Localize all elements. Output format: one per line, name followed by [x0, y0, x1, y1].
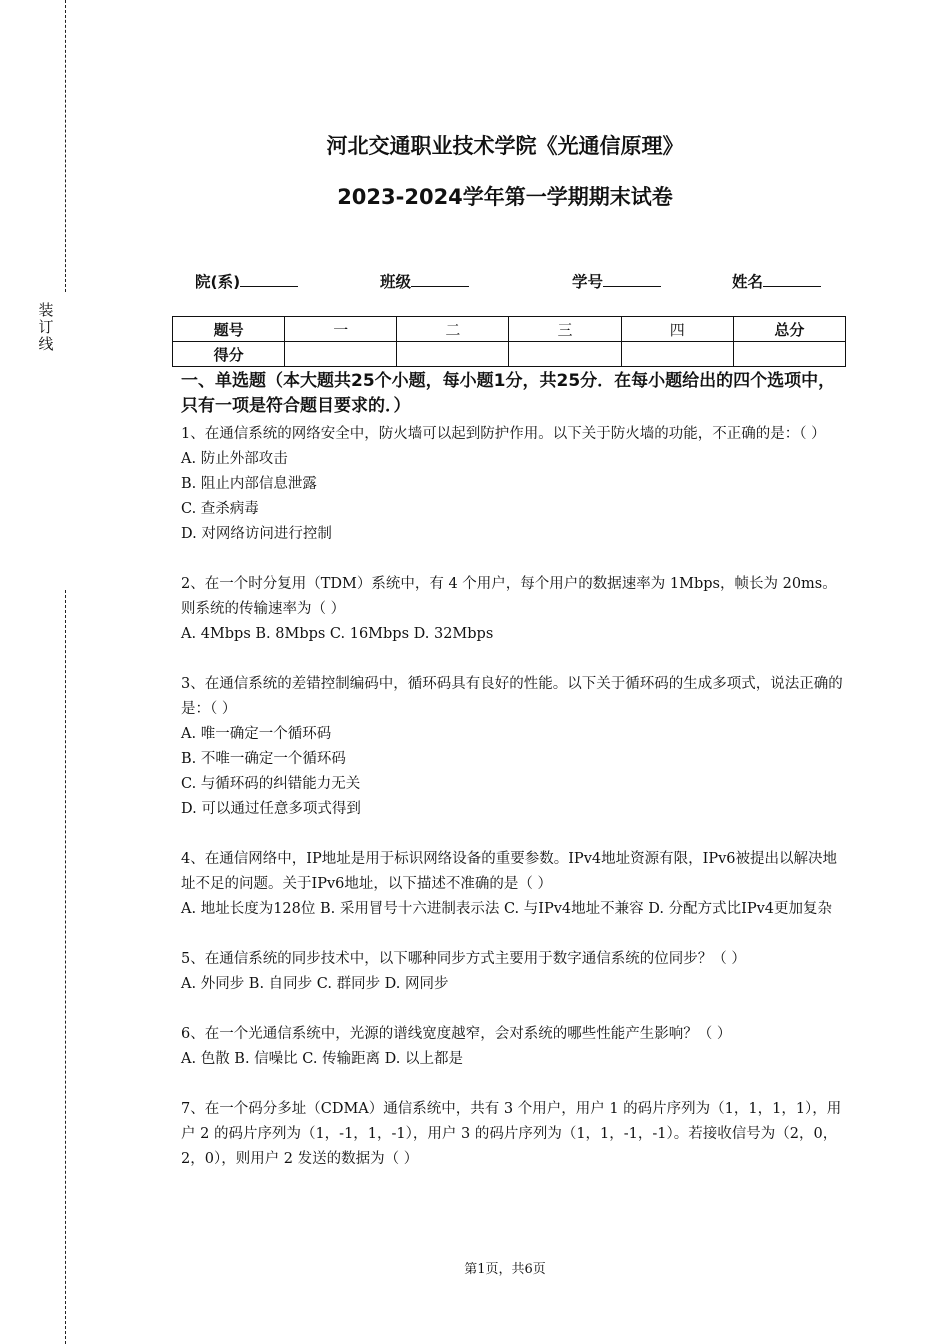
score-cell-header: 二	[397, 317, 509, 342]
question-1	[181, 422, 851, 547]
question-option: D. 对网络访问进行控制	[181, 526, 332, 542]
score-cell-header: 题号	[173, 317, 285, 342]
dept-label: 院(系)	[195, 273, 241, 291]
dept-blank[interactable]	[240, 272, 298, 287]
question-option: A. 4Mbps B. 8Mbps C. 16Mbps D. 32Mbps	[181, 626, 494, 642]
question-stem: 3、在通信系统的差错控制编码中，循环码具有良好的性能。以下关于循环码的生成多项式，说法正确的是：（ ）	[181, 676, 843, 717]
name-blank[interactable]	[763, 272, 821, 287]
question-option: A. 地址长度为128位 B. 采用冒号十六进制表示法 C. 与IPv4地址不兼容 D. 分配方式比IPv4更加复杂	[181, 901, 832, 917]
question-stem: 6、在一个光通信系统中，光源的谱线宽度越窄，会对系统的哪些性能产生影响？（ ）	[181, 1026, 732, 1042]
name-label: 姓名	[732, 273, 764, 291]
class-blank[interactable]	[411, 272, 469, 287]
score-row-label: 得分	[173, 342, 285, 367]
question-stem: 7、在一个码分多址（CDMA）通信系统中，共有 3 个用户，用户 1 的码片序列为（1，1，1，1），用户 2 的码片序列为（1，-1，1，-1），用户 3 的码片序列为（1，1，-1，-1）。若接收信号为（2，0，2，0），则用户 2 发送的数据为（ ）	[181, 1101, 842, 1167]
score-cell-header: 四	[621, 317, 733, 342]
question-option: C. 查杀病毒	[181, 501, 259, 517]
score-cell-empty[interactable]	[621, 342, 733, 367]
page-footer: 第1页，共6页	[464, 1262, 546, 1277]
section-heading: 一、单选题（本大题共25个小题，每小题1分，共25分．在每小题给出的四个选项中，只有一项是符合题目要求的．）	[181, 371, 836, 416]
question-stem: 4、在通信网络中，IP地址是用于标识网络设备的重要参数。IPv4地址资源有限，IPv6被提出以解决地址不足的问题。关于IPv6地址，以下描述不准确的是（ ）	[181, 851, 838, 892]
question-option: D. 可以通过任意多项式得到	[181, 801, 361, 817]
score-cell-empty[interactable]	[509, 342, 621, 367]
binding-label	[36, 302, 56, 353]
question-option: C. 与循环码的纠错能力无关	[181, 776, 361, 792]
score-table	[172, 316, 846, 367]
score-table-score-row	[173, 342, 846, 367]
question-2	[181, 572, 851, 647]
binding-dashed-line-bottom	[65, 590, 66, 1344]
binding-char: 装	[38, 301, 54, 319]
question-option: A. 防止外部攻击	[181, 451, 288, 467]
class-label: 班级	[380, 273, 412, 291]
question-6	[181, 1022, 851, 1072]
question-4	[181, 847, 851, 922]
binding-char: 线	[38, 335, 54, 353]
binding-char: 订	[38, 318, 54, 336]
question-option: B. 阻止内部信息泄露	[181, 476, 317, 492]
score-cell-empty[interactable]	[397, 342, 509, 367]
student-id-field	[572, 270, 661, 292]
question-stem: 2、在一个时分复用（TDM）系统中，有 4 个用户，每个用户的数据速率为 1Mbps，帧长为 20ms。则系统的传输速率为（ ）	[181, 576, 837, 617]
score-cell-header: 一	[285, 317, 397, 342]
score-cell-empty[interactable]	[285, 342, 397, 367]
student-id-blank[interactable]	[603, 272, 661, 287]
question-stem: 1、在通信系统的网络安全中，防火墙可以起到防护作用。以下关于防火墙的功能，不正确的是：（ ）	[181, 426, 826, 442]
question-stem: 5、在通信系统的同步技术中，以下哪种同步方式主要用于数字通信系统的位同步？（ ）	[181, 951, 746, 967]
score-table-header-row	[173, 317, 846, 342]
score-cell-header: 总分	[733, 317, 845, 342]
question-7	[181, 1097, 851, 1172]
exam-content	[181, 369, 851, 1172]
score-cell-empty[interactable]	[733, 342, 845, 367]
question-option: A. 外同步 B. 自同步 C. 群同步 D. 网同步	[181, 976, 449, 992]
question-option: B. 不唯一确定一个循环码	[181, 751, 346, 767]
question-3	[181, 672, 851, 822]
exam-title-line2: 2023-2024学年第一学期期末试卷	[337, 185, 673, 209]
student-id-label: 学号	[572, 273, 604, 291]
class-field	[380, 270, 469, 292]
question-option: A. 色散 B. 信噪比 C. 传输距离 D. 以上都是	[181, 1051, 464, 1067]
exam-title-line1: 河北交通职业技术学院《光通信原理》	[326, 134, 684, 158]
score-cell-header: 三	[509, 317, 621, 342]
name-field	[732, 270, 821, 292]
question-5	[181, 947, 851, 997]
dept-field	[195, 270, 298, 292]
question-option: A. 唯一确定一个循环码	[181, 726, 332, 742]
